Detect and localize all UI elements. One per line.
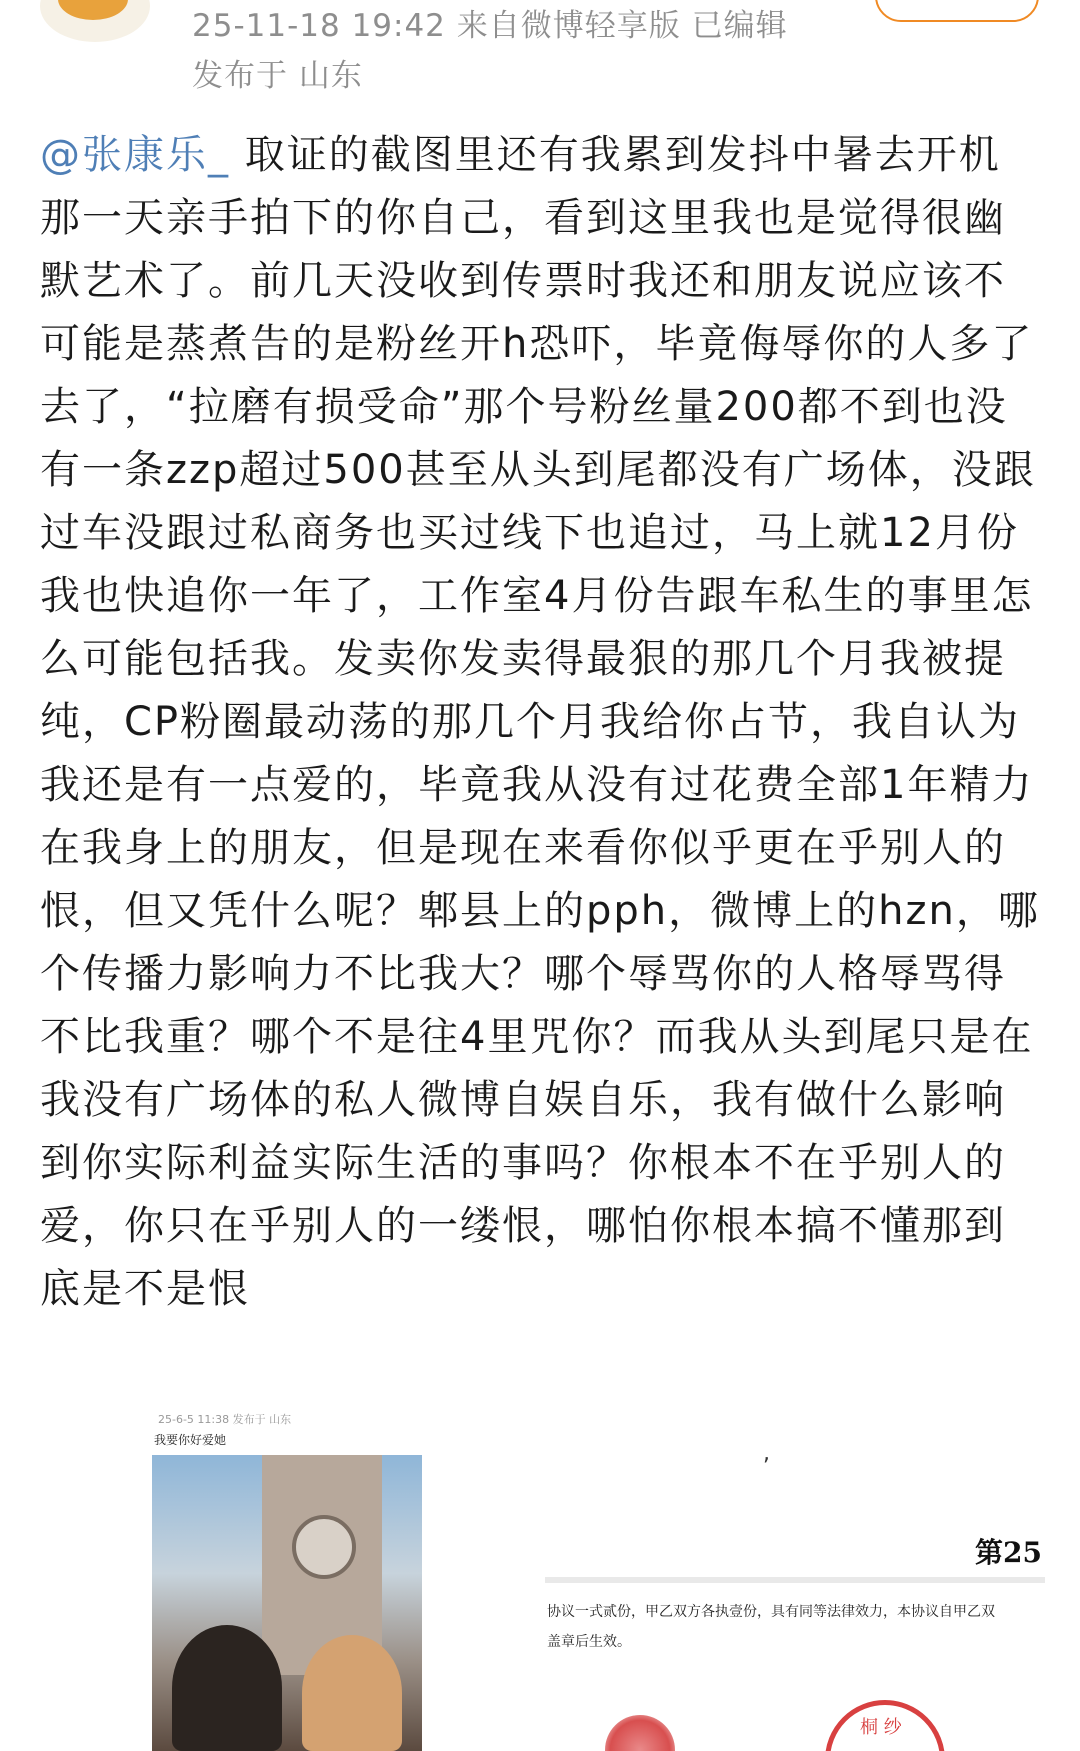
document-mark: ,: [763, 1441, 770, 1466]
avatar[interactable]: [40, 0, 150, 42]
follow-button[interactable]: [875, 0, 1039, 22]
photo: [152, 1455, 422, 1751]
document-line: 盖章后生效。: [547, 1634, 631, 1650]
fingerprint-seal: [605, 1715, 675, 1751]
divider: [545, 1577, 1045, 1583]
seal-text: 桐 纱: [860, 1717, 902, 1738]
post-text: [40, 124, 1040, 1321]
avatar-image: [58, 0, 128, 20]
document-line: 协议一式贰份，甲乙双方各执壹份，具有同等法律效力，本协议自甲乙双: [547, 1604, 995, 1620]
attached-image-2[interactable]: [545, 1405, 1045, 1751]
post-time-source: 25-11-18 19:42 来自微博轻享版 已编辑: [192, 8, 788, 44]
image-post-caption: 我要你好爱她: [154, 1433, 227, 1447]
clock-icon: [292, 1515, 356, 1579]
image-post-header: 25-6-5 11:38 发布于 山东: [158, 1413, 292, 1426]
company-seal: [825, 1700, 945, 1751]
person-figure: [172, 1625, 282, 1751]
attached-image-1[interactable]: [150, 1405, 430, 1751]
person-figure: [302, 1635, 402, 1751]
post-body: 取证的截图里还有我累到发抖中暑去开机那一天亲手拍下的你自己，看到这里我也是觉得很幽默艺术了。前几天没收到传票时我还和朋友说应该不可能是蒸煮告的是粉丝开h恐吓，毕竟侮辱你的人多了去了，“拉磨有损受命”那个号粉丝量200都不到也没有一条zzp超过500甚至从头到尾都没有广场体，没跟过车没跟过私商务也买过线下也追过，马上就12月份我也快追你一年了，工作室4月份告跟车私生的事里怎么可能包括我。发卖你发卖得最狠的那几个月我被提纯，CP粉圈最动荡的那几个月我给你占节，我自认为我还是有一点爱的，毕竟我从没有过花费全部1年精力在我身上的朋友，但是现在来看你似乎更在乎别人的恨，但又凭什么呢？郫县上的pph，微博上的hzn，哪个传播力影响力不比我大？哪个辱骂你的人格辱骂得不比我重？哪个不是往4里咒你？而我从头到尾只是在我没有广场体的私人微博自娱自乐，我有做什么影响到你实际利益实际生活的事吗？你根本不在乎别人的爱，你只在乎别人的一缕恨，哪怕你根本搞不懂那到底是不是恨: [40, 132, 1040, 1312]
mention-link[interactable]: @张康乐_: [40, 132, 230, 178]
post-location: 发布于 山东: [192, 58, 363, 94]
page-label: 第25: [975, 1536, 1042, 1569]
